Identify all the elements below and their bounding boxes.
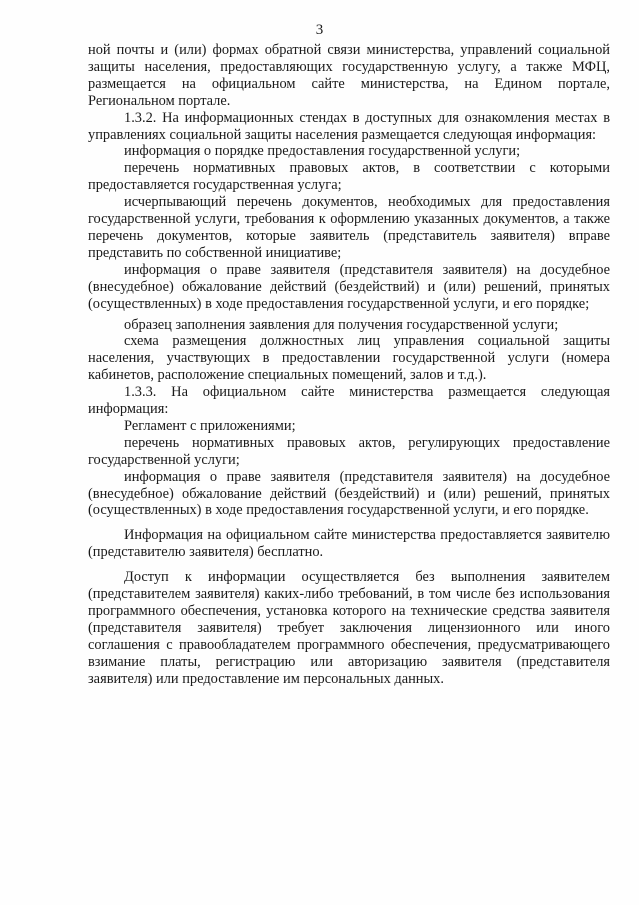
page-number: 3 xyxy=(315,22,324,38)
paragraph-5: исчерпывающий перечень документов, необходимых для предоставления государственной услуги, требования к оформлению указанных документов, а также перечень документов, которые заявитель (представитель заявителя) вправе представить по собственной инициативе; xyxy=(88,194,610,261)
paragraph-13: Информация на официальном сайте министерства предоставляется заявителю (представителю заявителя) бесплатно. xyxy=(88,527,610,561)
paragraph-8: схема размещения должностных лиц управления социальной защиты населения, участвующих в предоставлении государственной услуги (номера кабинетов, расположение специальных помещений, залов и т.д.). xyxy=(88,333,610,384)
paragraph-14: Доступ к информации осуществляется без выполнения заявителем (представителем заявителя) каких-либо требований, в том числе без использования программного обеспечения, установка которого на технические средства заявителя (представителя заявителя) требует заключения лицензионного или иного соглашения с правообладателем программного обеспечения, предусматривающего взимание платы, регистрацию или авторизацию заявителя (представителя заявителя) или предоставление им персональных данных. xyxy=(88,569,610,687)
paragraph-12: информация о праве заявителя (представителя заявителя) на досудебное (внесудебное) обжалование действий (бездействий) и (или) решений, принятых (осуществленных) в ходе предоставления государственной услуги, и его порядке. xyxy=(88,468,610,519)
paragraph-7: образец заполнения заявления для получения государственной услуги; xyxy=(124,316,559,333)
paragraph-3: информация о порядке предоставления государственной услуги; xyxy=(124,143,521,160)
paragraph-4: перечень нормативных правовых актов, в соответствии с которыми предоставляется государственная услуга; xyxy=(88,160,610,194)
document-body xyxy=(88,42,610,688)
paragraph-6: информация о праве заявителя (представителя заявителя) на досудебное (внесудебное) обжалование действий (бездействий) и (или) решений, принятых (осуществленных) в ходе предоставления государственной услуги, и его порядке; xyxy=(88,261,610,312)
paragraph-11: перечень нормативных правовых актов, регулирующих предоставление государственной услуги; xyxy=(88,434,610,468)
paragraph-2: 1.3.2. На информационных стендах в доступных для ознакомления местах в управлениях социальной защиты населения размещается следующая информация: xyxy=(88,109,610,143)
paragraph-10: Регламент с приложениями; xyxy=(124,417,296,434)
paragraph-9: 1.3.3. На официальном сайте министерства размещается следующая информация: xyxy=(88,384,610,418)
paragraph-1: ной почты и (или) формах обратной связи министерства, управлений социальной защиты населения, предоставляющих государственную услугу, а также МФЦ, размещается на официальном сайте министерства, на Едином портале, Региональном портале. xyxy=(88,42,610,109)
